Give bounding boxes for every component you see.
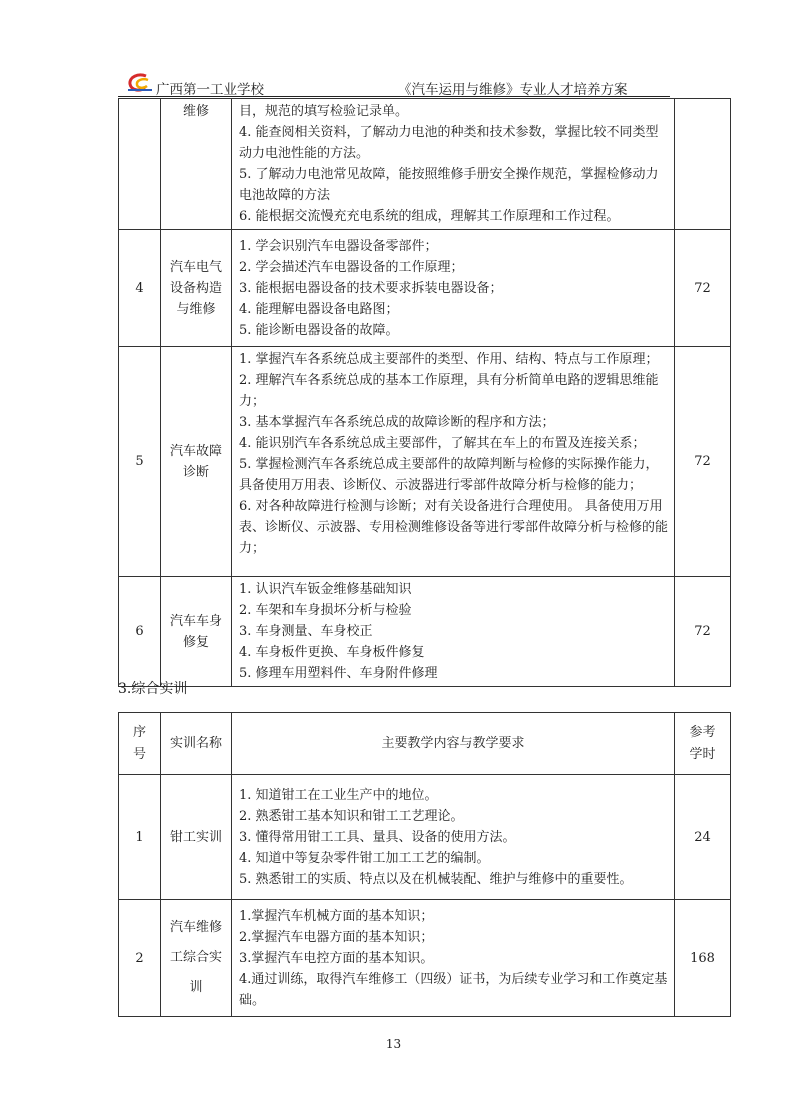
course-hours	[675, 99, 731, 230]
content-line: 2. 熟悉钳工基本知识和钳工工艺理论。	[239, 808, 464, 824]
content-line: 6. 对各种故障进行检测与诊断；对有关设备进行合理使用。 具备使用万用表、诊断仪、示波器、专用检测维修设备等进行零部件故障分析与检修的能力；	[239, 499, 669, 556]
content-line: 1.掌握汽车机械方面的基本知识；	[239, 908, 434, 924]
content-line: 1. 掌握汽车各系统总成主要部件的类型、作用、结构、特点与工作原理；	[239, 352, 659, 367]
content-line: 目，规范的填写检验记录单。	[239, 104, 409, 119]
course-name: 汽车故障诊断	[161, 347, 232, 577]
content-line: 2. 理解汽车各系统总成的基本工作原理，具有分析简单电路的逻辑思维能力；	[239, 373, 659, 409]
content-line: 5. 能诊断电器设备的故障。	[239, 322, 399, 338]
content-line: 5. 修理车用塑料件、车身附件修理	[239, 666, 438, 681]
content-line: 3. 懂得常用钳工工具、量具、设备的使用方法。	[239, 829, 516, 845]
plan-title: 《汽车运用与维修》专业人才培养方案	[398, 82, 628, 98]
content-line: 3. 车身测量、车身校正	[239, 624, 373, 639]
row-number: 6	[119, 577, 161, 687]
training-content	[232, 775, 675, 900]
course-name: 维修	[161, 99, 232, 230]
training-table	[118, 712, 731, 1017]
table-row	[119, 775, 731, 900]
course-table	[118, 98, 731, 687]
content-line: 3. 基本掌握汽车各系统总成的故障诊断的程序和方法；	[239, 415, 555, 430]
content-line: 2.掌握汽车电器方面的基本知识；	[239, 929, 434, 945]
course-hours: 72	[675, 230, 731, 347]
page-number: 13	[385, 1037, 402, 1051]
content-line: 6. 能根据交流慢充充电系统的组成，理解其工作原理和工作过程。	[239, 209, 620, 224]
table-row	[119, 99, 731, 230]
school-name: 广西第一工业学校	[156, 82, 264, 98]
row-number: 2	[119, 900, 161, 1017]
content-line: 4. 能查阅相关资料，了解动力电池的种类和技术参数，掌握比较不同类型动力电池性能的方法。	[239, 125, 659, 161]
content-line: 4.通过训练，取得汽车维修工（四级）证书，为后续专业学习和工作奠定基础。	[239, 971, 668, 1008]
course-content	[232, 577, 675, 687]
header-rule	[118, 96, 670, 97]
content-line: 5. 了解动力电池常见故障，能按照维修手册安全操作规范，掌握检修动力电池故障的方法	[239, 167, 659, 203]
header-num: 序号	[119, 713, 161, 775]
table-header-row	[119, 713, 731, 775]
header-name: 实训名称	[161, 713, 232, 775]
content-line: 3.掌握汽车电控方面的基本知识。	[239, 950, 434, 966]
header-hours: 参考学时	[675, 713, 731, 775]
content-line: 3. 能根据电器设备的技术要求拆装电器设备；	[239, 280, 503, 296]
course-name: 汽车车身修复	[161, 577, 232, 687]
row-number: 1	[119, 775, 161, 900]
training-content	[232, 900, 675, 1017]
content-line: 1. 认识汽车钣金维修基础知识	[239, 582, 412, 597]
page-header	[118, 68, 670, 98]
course-content	[232, 99, 675, 230]
table-row	[119, 577, 731, 687]
row-number: 4	[119, 230, 161, 347]
course-content	[232, 347, 675, 577]
row-number	[119, 99, 161, 230]
course-hours: 72	[675, 347, 731, 577]
table-row	[119, 347, 731, 577]
header-content: 主要教学内容与教学要求	[232, 713, 675, 775]
course-hours: 72	[675, 577, 731, 687]
training-hours: 168	[675, 900, 731, 1017]
course-content	[232, 230, 675, 347]
course-name: 汽车电气设备构造与维修	[161, 230, 232, 347]
content-line: 5. 熟悉钳工的实质、特点以及在机械装配、维护与维修中的重要性。	[239, 871, 633, 887]
training-name: 汽车维修工综合实训	[161, 900, 232, 1017]
content-line: 5. 掌握检测汽车各系统总成主要部件的故障判断与检修的实际操作能力，具备使用万用表、诊断仪、示波器进行零部件故障分析与检修的能力；	[239, 457, 659, 493]
table-row	[119, 900, 731, 1017]
content-line: 4. 能理解电器设备电路图；	[239, 301, 399, 317]
section-title: 3.综合实训	[118, 681, 188, 697]
content-line: 2. 车架和车身损坏分析与检验	[239, 603, 412, 618]
school-logo-icon	[126, 72, 154, 94]
content-line: 2. 学会描述汽车电器设备的工作原理；	[239, 259, 464, 275]
content-line: 1. 知道钳工在工业生产中的地位。	[239, 787, 438, 803]
training-name: 钳工实训	[161, 775, 232, 900]
content-line: 4. 车身板件更换、车身板件修复	[239, 645, 425, 660]
row-number: 5	[119, 347, 161, 577]
content-line: 4. 能识别汽车各系统总成主要部件，了解其在车上的布置及连接关系；	[239, 436, 646, 451]
content-line: 4. 知道中等复杂零件钳工加工工艺的编制。	[239, 850, 490, 866]
content-line: 1. 学会识别汽车电器设备零部件；	[239, 238, 438, 254]
table-row	[119, 230, 731, 347]
training-hours: 24	[675, 775, 731, 900]
